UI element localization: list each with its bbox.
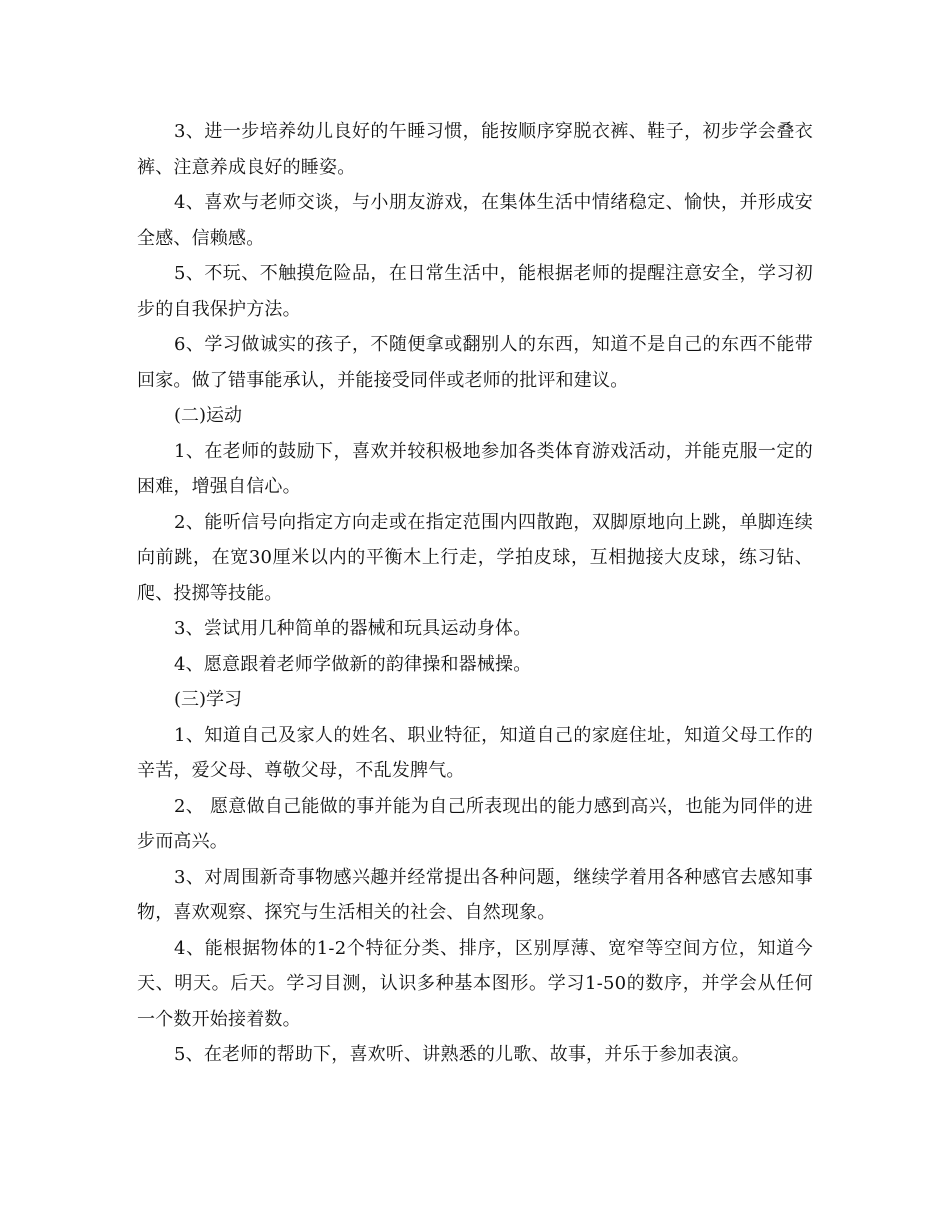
- document-page: [137, 114, 813, 1073]
- paragraph-rhythm-exercise: 4、愿意跟着老师学做新的韵律操和器械操。: [174, 653, 532, 675]
- paragraph-curiosity: 3、对周围新奇事物感兴趣并经常提出各种问题，继续学着用各种感官去感知事物，喜欢观察、探究与生活相关的社会、自然现象。: [137, 866, 813, 923]
- paragraph-honesty: 6、学习做诚实的孩子，不随便拿或翻别人的东西，知道不是自己的东西不能带回家。做了错事能承认，并能接受同伴或老师的批评和建议。: [137, 334, 813, 391]
- paragraph-self-ability: 2、 愿意做自己能做的事并能为自己所表现出的能力感到高兴，也能为同伴的进步而高兴。: [137, 795, 813, 852]
- paragraph-safety: 5、不玩、不触摸危险品，在日常生活中，能根据老师的提醒注意安全，学习初步的自我保护方法。: [137, 263, 813, 320]
- section-heading-sports: (二)运动: [174, 405, 243, 426]
- paragraph-motor-skills: 2、能听信号向指定方向走或在指定范围内四散跑，双脚原地向上跳，单脚连续向前跳，在宽30厘米以内的平衡木上行走，学拍皮球，互相抛接大皮球，练习钻、爬、投掷等技能。: [137, 511, 813, 604]
- paragraph-equipment: 3、尝试用几种简单的器械和玩具运动身体。: [174, 618, 532, 639]
- paragraph-communication: 4、喜欢与老师交谈，与小朋友游戏，在集体生活中情绪稳定、愉快，并形成安全感、信赖感。: [137, 192, 813, 249]
- paragraph-nap-habits: 3、进一步培养幼儿良好的午睡习惯，能按顺序穿脱衣裤、鞋子，初步学会叠衣裤、注意养成良好的睡姿。: [137, 121, 813, 178]
- paragraph-songs-stories: 5、在老师的帮助下，喜欢听、讲熟悉的儿歌、故事，并乐于参加表演。: [174, 1044, 750, 1065]
- section-heading-learning: (三)学习: [174, 689, 243, 710]
- paragraph-math-concepts: 4、能根据物体的1-2个特征分类、排序，区别厚薄、宽窄等空间方位，知道今天、明天。后天。学习目测，认识多种基本图形。学习1-50的数序，并学会从任何一个数开始接着数。: [137, 937, 813, 1030]
- paragraph-sports-games: 1、在老师的鼓励下，喜欢并较积极地参加各类体育游戏活动，并能克服一定的困难，增强自信心。: [137, 440, 813, 497]
- paragraph-family-knowledge: 1、知道自己及家人的姓名、职业特征，知道自己的家庭住址，知道父母工作的辛苦，爱父母、尊敬父母，不乱发脾气。: [137, 724, 813, 781]
